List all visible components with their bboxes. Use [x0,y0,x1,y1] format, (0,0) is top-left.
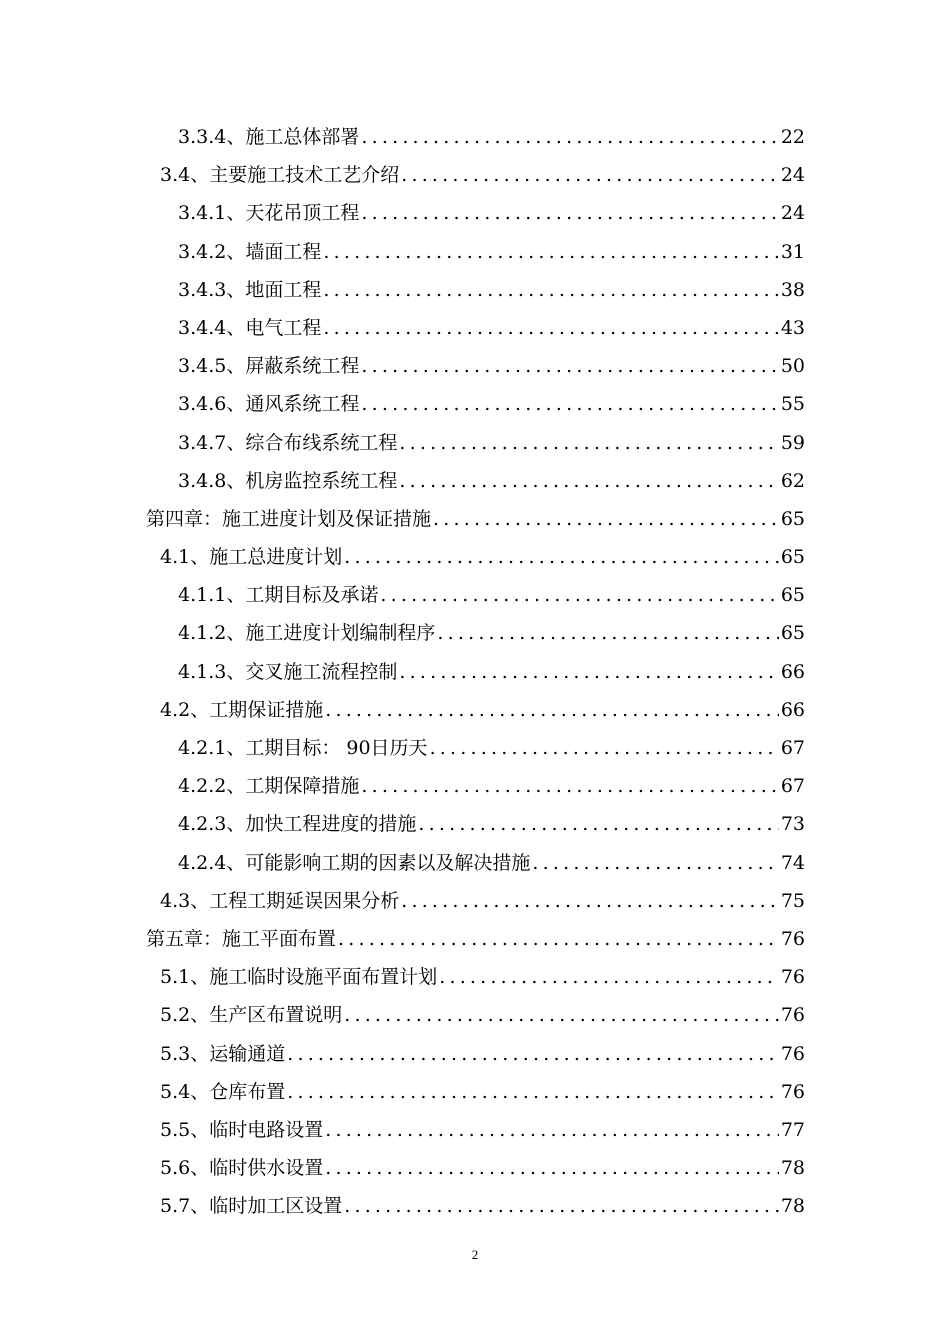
toc-entry[interactable] [0,920,950,958]
toc-dot-leader [325,691,779,729]
toc-entry-title: 3.4.6、通风系统工程 [178,393,360,416]
toc-entry[interactable] [0,118,950,156]
toc-entry[interactable] [0,500,950,538]
toc-entry-title: 5.6、临时供水设置 [160,1157,324,1180]
toc-dot-leader [361,347,778,385]
toc-entry-page-number: 76 [780,966,805,989]
toc-dot-leader [380,576,778,614]
toc-entry-title: 第五章：施工平面布置 [146,927,337,950]
toc-entry-title: 5.7、临时加工区设置 [160,1195,343,1218]
toc-entry-page-number: 24 [780,164,805,187]
toc-entry-page-number: 76 [780,1004,805,1027]
toc-dot-leader [323,271,778,309]
toc-entry-page-number: 24 [780,202,805,225]
page-number: 2 [471,1247,479,1262]
toc-dot-leader [323,233,778,271]
toc-entry-title: 4.2.1、工期目标： 90日历天 [178,737,428,759]
toc-entry-page-number: 65 [780,584,805,607]
toc-entry-page-number: 73 [780,813,805,836]
toc-dot-leader [433,500,779,538]
toc-entry-page-number: 77 [780,1118,805,1141]
toc-dot-leader [437,614,778,652]
toc-entry-title: 4.1.3、交叉施工流程控制 [178,660,398,683]
toc-entry[interactable] [0,424,950,462]
toc-entry[interactable] [0,958,950,996]
toc-entry-title: 4.2.2、工期保障措施 [178,775,360,798]
toc-dot-leader [361,118,778,156]
toc-entry[interactable] [0,309,950,347]
toc-entry-page-number: 50 [780,355,805,378]
toc-entry-title: 4.2、工期保证措施 [160,698,324,721]
toc-entry-title: 4.3、工程工期延误因果分析 [160,889,400,912]
toc-entry[interactable] [0,1073,950,1111]
toc-entry-title: 4.1、施工总进度计划 [160,546,343,569]
toc-entry[interactable] [0,729,950,767]
toc-entry[interactable] [0,385,950,423]
toc-dot-leader [439,958,779,996]
toc-entry[interactable] [0,996,950,1034]
toc-dot-leader [399,653,778,691]
toc-dot-leader [338,920,779,958]
toc-entry-page-number: 76 [780,1042,805,1065]
toc-entry-title: 4.2.3、加快工程进度的措施 [178,813,417,836]
toc-entry[interactable] [0,767,950,805]
toc-dot-leader [401,156,779,194]
toc-entry-title: 3.4.3、地面工程 [178,278,322,301]
toc-entry-page-number: 67 [780,737,805,759]
toc-entry[interactable] [0,614,950,652]
toc-entry[interactable] [0,691,950,729]
toc-entry[interactable] [0,462,950,500]
toc-dot-leader [401,882,779,920]
toc-entry-page-number: 76 [780,1080,805,1103]
toc-entry[interactable] [0,882,950,920]
toc-entry-page-number: 66 [780,698,805,721]
toc-entry-page-number: 31 [780,240,805,263]
toc-dot-leader [418,805,778,843]
toc-dot-leader [532,844,778,882]
toc-entry[interactable] [0,1149,950,1187]
toc-entry-page-number: 65 [780,546,805,569]
toc-dot-leader [361,385,778,423]
toc-entry-title: 3.4.5、屏蔽系统工程 [178,355,360,378]
toc-entry-page-number: 55 [780,393,805,416]
toc-entry-page-number: 65 [780,622,805,645]
toc-entry[interactable] [0,653,950,691]
toc-entry-page-number: 74 [780,851,805,874]
toc-entry[interactable] [0,1187,950,1225]
toc-entry[interactable] [0,194,950,232]
toc-entry-title: 3.3.4、施工总体部署 [178,126,360,148]
toc-dot-leader [287,1035,779,1073]
toc-entry-page-number: 38 [780,278,805,301]
toc-entry-title: 3.4、主要施工技术工艺介绍 [160,164,400,187]
toc-entry[interactable] [0,233,950,271]
toc-entry[interactable] [0,1035,950,1073]
toc-entry[interactable] [0,805,950,843]
toc-entry-page-number: 75 [780,889,805,912]
toc-entry-page-number: 78 [780,1195,805,1218]
toc-entry[interactable] [0,1111,950,1149]
toc-entry-page-number: 78 [780,1157,805,1180]
toc-entry[interactable] [0,156,950,194]
toc-entry-title: 5.1、施工临时设施平面布置计划 [160,966,438,989]
toc-entry-title: 4.1.1、工期目标及承诺 [178,584,379,607]
toc-entry-page-number: 62 [780,469,805,492]
toc-entry-title: 3.4.7、综合布线系统工程 [178,431,398,454]
toc-entry-title: 3.4.8、机房监控系统工程 [178,469,398,492]
toc-entry-title: 5.2、生产区布置说明 [160,1004,343,1027]
toc-dot-leader [344,1187,779,1225]
toc-dot-leader [361,767,778,805]
toc-entry-page-number: 59 [780,431,805,454]
toc-entry[interactable] [0,844,950,882]
toc-dot-leader [344,996,779,1034]
toc-dot-leader [361,194,778,232]
toc-entry-title: 4.2.4、可能影响工期的因素以及解决措施 [178,851,531,874]
toc-entry-page-number: 22 [780,126,805,148]
toc-entry-title: 第四章：施工进度计划及保证措施 [146,507,432,530]
toc-entry[interactable] [0,576,950,614]
toc-entry-title: 3.4.1、天花吊顶工程 [178,202,360,225]
toc-entry-page-number: 66 [780,660,805,683]
toc-entry-page-number: 67 [780,775,805,798]
toc-entry-page-number: 76 [780,927,805,950]
toc-dot-leader [399,462,778,500]
toc-entry-title: 5.3、运输通道 [160,1042,286,1065]
toc-entry[interactable] [0,271,950,309]
toc-entry-title: 5.4、仓库布置 [160,1080,286,1103]
toc-entry[interactable] [0,347,950,385]
toc-dot-leader [325,1149,779,1187]
toc-dot-leader [325,1111,779,1149]
toc-entry[interactable] [0,538,950,576]
toc-entry-title: 5.5、临时电路设置 [160,1118,324,1141]
toc-dot-leader [399,424,778,462]
toc-entry-page-number: 65 [780,507,805,530]
toc-dot-leader [287,1073,779,1111]
table-of-contents [0,118,950,1225]
toc-entry-title: 3.4.2、墙面工程 [178,240,322,263]
toc-entry-title: 3.4.4、电气工程 [178,316,322,339]
toc-entry-title: 4.1.2、施工进度计划编制程序 [178,622,436,645]
toc-dot-leader [344,538,779,576]
toc-dot-leader [430,729,779,767]
toc-entry-page-number: 43 [780,316,805,339]
toc-dot-leader [323,309,778,347]
